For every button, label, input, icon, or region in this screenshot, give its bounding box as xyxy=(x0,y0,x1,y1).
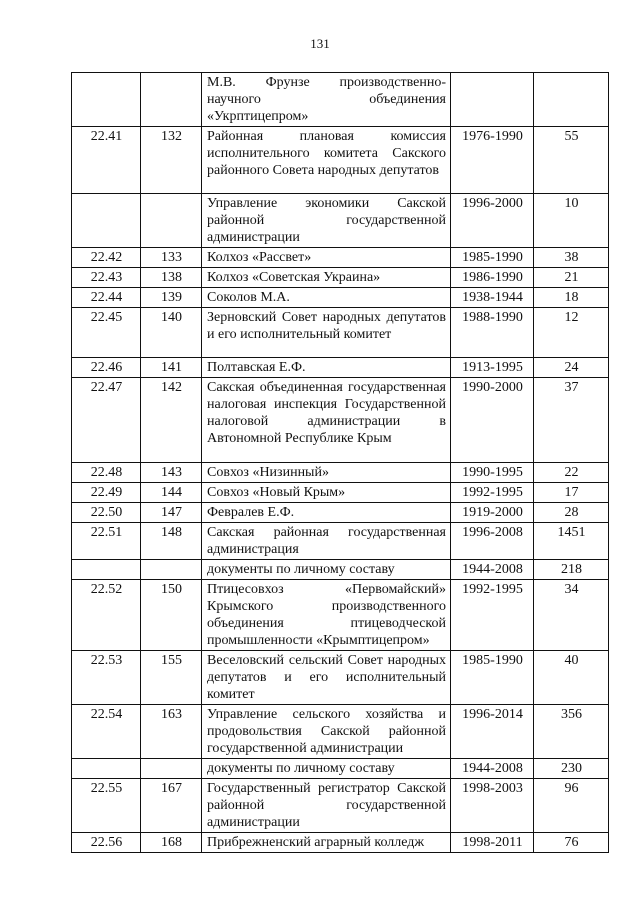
fund-number: 144 xyxy=(141,483,202,503)
table-row xyxy=(72,651,609,705)
date-range: 1913-1995 xyxy=(451,358,534,378)
table-row xyxy=(72,308,609,358)
archive-fund-table xyxy=(71,72,609,853)
storage-units: 34 xyxy=(534,580,609,651)
storage-units: 10 xyxy=(534,194,609,248)
date-range: 1990-1995 xyxy=(451,463,534,483)
fund-number xyxy=(141,560,202,580)
fund-number: 138 xyxy=(141,268,202,288)
date-range: 1992-1995 xyxy=(451,483,534,503)
table-row xyxy=(72,503,609,523)
storage-units: 18 xyxy=(534,288,609,308)
fund-name: Колхоз «Советская Украина» xyxy=(202,268,451,288)
table-row xyxy=(72,463,609,483)
date-range: 1996-2008 xyxy=(451,523,534,560)
storage-units: 37 xyxy=(534,378,609,463)
row-code: 22.45 xyxy=(72,308,141,358)
row-code: 22.43 xyxy=(72,268,141,288)
date-range: 1990-2000 xyxy=(451,378,534,463)
table-row xyxy=(72,288,609,308)
date-range: 1996-2014 xyxy=(451,705,534,759)
fund-name: Государственный регистратор Сакской районной государственной администрации xyxy=(202,779,451,833)
date-range: 1985-1990 xyxy=(451,248,534,268)
storage-units: 22 xyxy=(534,463,609,483)
fund-number: 142 xyxy=(141,378,202,463)
table-row xyxy=(72,127,609,194)
table-row xyxy=(72,560,609,580)
date-range: 1998-2003 xyxy=(451,779,534,833)
fund-name: Управление экономики Сакской районной государственной администрации xyxy=(202,194,451,248)
date-range: 1996-2000 xyxy=(451,194,534,248)
fund-name: Управление сельского хозяйства и продовольствия Сакской районной государственной администрации xyxy=(202,705,451,759)
table-row xyxy=(72,73,609,127)
fund-number: 148 xyxy=(141,523,202,560)
storage-units: 55 xyxy=(534,127,609,194)
table-row xyxy=(72,483,609,503)
fund-number: 150 xyxy=(141,580,202,651)
date-range: 1938-1944 xyxy=(451,288,534,308)
date-range: 1976-1990 xyxy=(451,127,534,194)
date-range: 1944-2008 xyxy=(451,560,534,580)
storage-units: 24 xyxy=(534,358,609,378)
storage-units: 12 xyxy=(534,308,609,358)
row-code: 22.48 xyxy=(72,463,141,483)
fund-name: М.В. Фрунзе производственно-научного объединения «Укрптицепром» xyxy=(202,73,451,127)
storage-units: 17 xyxy=(534,483,609,503)
fund-name: Районная плановая комиссия исполнительного комитета Сакского районного Совета народных депутатов xyxy=(202,127,451,194)
storage-units: 96 xyxy=(534,779,609,833)
row-code: 22.54 xyxy=(72,705,141,759)
row-code: 22.51 xyxy=(72,523,141,560)
fund-number: 141 xyxy=(141,358,202,378)
fund-number xyxy=(141,759,202,779)
date-range: 1988-1990 xyxy=(451,308,534,358)
row-code xyxy=(72,759,141,779)
table-row xyxy=(72,779,609,833)
table-row xyxy=(72,580,609,651)
row-code: 22.47 xyxy=(72,378,141,463)
table-row xyxy=(72,705,609,759)
storage-units: 356 xyxy=(534,705,609,759)
date-range: 1992-1995 xyxy=(451,580,534,651)
row-code: 22.46 xyxy=(72,358,141,378)
table-row xyxy=(72,358,609,378)
fund-number: 139 xyxy=(141,288,202,308)
fund-number: 147 xyxy=(141,503,202,523)
row-code: 22.55 xyxy=(72,779,141,833)
fund-number xyxy=(141,194,202,248)
table-row xyxy=(72,759,609,779)
fund-number: 133 xyxy=(141,248,202,268)
table-row xyxy=(72,194,609,248)
row-code xyxy=(72,560,141,580)
page-number: 131 xyxy=(310,36,330,51)
fund-name: Февралев Е.Ф. xyxy=(202,503,451,523)
table-row xyxy=(72,248,609,268)
storage-units: 76 xyxy=(534,833,609,853)
table-row xyxy=(72,378,609,463)
date-range: 1944-2008 xyxy=(451,759,534,779)
fund-name: Совхоз «Низинный» xyxy=(202,463,451,483)
table-row xyxy=(72,833,609,853)
fund-number: 132 xyxy=(141,127,202,194)
fund-name: Птицесовхоз «Первомайский» Крымского производственного объединения птицеводческой промышленности «Крымптицепром» xyxy=(202,580,451,651)
row-code: 22.41 xyxy=(72,127,141,194)
date-range: 1986-1990 xyxy=(451,268,534,288)
fund-number xyxy=(141,73,202,127)
row-code: 22.44 xyxy=(72,288,141,308)
storage-units: 38 xyxy=(534,248,609,268)
fund-number: 167 xyxy=(141,779,202,833)
fund-name: Сакская объединенная государственная налоговая инспекция Государственной налоговой администрации в Автономной Республике Крым xyxy=(202,378,451,463)
fund-name: Совхоз «Новый Крым» xyxy=(202,483,451,503)
date-range xyxy=(451,73,534,127)
row-code: 22.53 xyxy=(72,651,141,705)
fund-name: Полтавская Е.Ф. xyxy=(202,358,451,378)
fund-name: Зерновский Совет народных депутатов и его исполнительный комитет xyxy=(202,308,451,358)
fund-name: Веселовский сельский Совет народных депутатов и его исполнительный комитет xyxy=(202,651,451,705)
storage-units: 218 xyxy=(534,560,609,580)
fund-name: документы по личному составу xyxy=(202,759,451,779)
storage-units xyxy=(534,73,609,127)
fund-name: Соколов М.А. xyxy=(202,288,451,308)
date-range: 1919-2000 xyxy=(451,503,534,523)
fund-number: 143 xyxy=(141,463,202,483)
row-code xyxy=(72,194,141,248)
storage-units: 21 xyxy=(534,268,609,288)
row-code: 22.42 xyxy=(72,248,141,268)
storage-units: 1451 xyxy=(534,523,609,560)
fund-number: 163 xyxy=(141,705,202,759)
row-code: 22.49 xyxy=(72,483,141,503)
fund-name: документы по личному составу xyxy=(202,560,451,580)
row-code: 22.52 xyxy=(72,580,141,651)
table-row xyxy=(72,523,609,560)
storage-units: 40 xyxy=(534,651,609,705)
table-row xyxy=(72,268,609,288)
storage-units: 230 xyxy=(534,759,609,779)
fund-number: 140 xyxy=(141,308,202,358)
fund-name: Прибрежненский аграрный колледж xyxy=(202,833,451,853)
fund-name: Колхоз «Рассвет» xyxy=(202,248,451,268)
date-range: 1998-2011 xyxy=(451,833,534,853)
row-code xyxy=(72,73,141,127)
row-code: 22.50 xyxy=(72,503,141,523)
row-code: 22.56 xyxy=(72,833,141,853)
fund-name: Сакская районная государственная администрация xyxy=(202,523,451,560)
date-range: 1985-1990 xyxy=(451,651,534,705)
storage-units: 28 xyxy=(534,503,609,523)
fund-number: 155 xyxy=(141,651,202,705)
fund-number: 168 xyxy=(141,833,202,853)
